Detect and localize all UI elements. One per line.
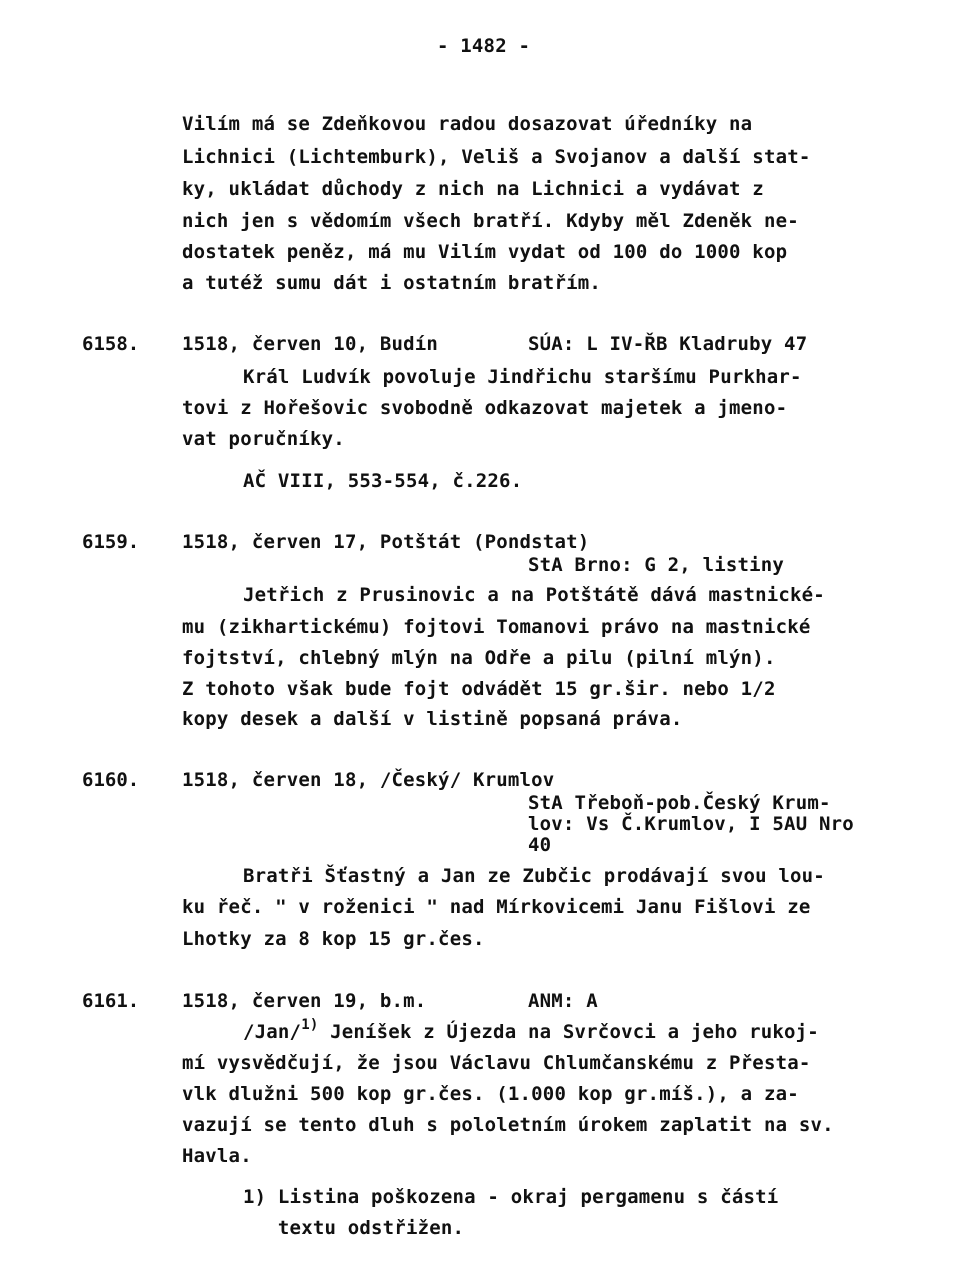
entry-body-line: kopy desek a další v listině popsaná práva. xyxy=(182,708,683,730)
entry-body-line: Lhotky za 8 kop 15 gr.čes. xyxy=(182,928,485,950)
intro-line: nich jen s vědomím všech bratří. Kdyby měl Zdeněk ne- xyxy=(182,210,799,232)
intro-line: Vilím má se Zdeňkovou radou dosazovat úředníky na xyxy=(182,113,753,135)
entry-body-line: vlk dlužni 500 kop gr.čes. (1.000 kop gr.míš.), a za- xyxy=(182,1083,799,1105)
entry-body-line: Král Ludvík povoluje Jindřichu staršímu Purkhar- xyxy=(243,366,802,388)
entry-body-line: ku řeč. " v roženici " nad Mírkovicemi Janu Fišlovi ze xyxy=(182,896,811,918)
entry-body-first-post: Jeníšek z Újezda na Svrčovci a jeho rukoj- xyxy=(318,1021,819,1043)
entry-header: 1518, červen 10, Budín xyxy=(182,333,439,355)
entry-body-first-pre: /Jan/ xyxy=(243,1021,302,1043)
entry-body-first-line xyxy=(243,1017,819,1046)
intro-line: a tutéž sumu dát i ostatním bratřím. xyxy=(182,272,602,294)
footnote-line: 1) Listina poškozena - okraj pergamenu s částí xyxy=(243,1186,779,1208)
entry-archive: 40 xyxy=(528,834,552,856)
entry-body-line: mu (zikhartickému) fojtovi Tomanovi právo na mastnické xyxy=(182,616,811,638)
entry-body-line: vazují se tento dluh s pololetním úrokem zaplatit na sv. xyxy=(182,1114,834,1136)
entry-archive: StA Brno: G 2, listiny xyxy=(528,554,785,576)
entry-body-line: Z tohoto však bude fojt odvádět 15 gr.šir. nebo 1/2 xyxy=(182,678,776,700)
page-number: - 1482 - xyxy=(437,35,531,57)
entry-number: 6159. xyxy=(82,531,140,553)
entry-archive: ANM: A xyxy=(528,990,598,1012)
entry-body-line: fojtství, chlebný mlýn na Odře a pilu (pilní mlýn). xyxy=(182,647,776,669)
entry-body-line: vat poručníky. xyxy=(182,428,345,450)
entry-archive: SÚA: L IV-ŘB Kladruby 47 xyxy=(528,333,808,355)
entry-archive: StA Třeboň-pob.Český Krum- xyxy=(528,792,831,814)
entry-archive: lov: Vs Č.Krumlov, I 5AU Nro xyxy=(528,813,854,835)
intro-line: ky, ukládat důchody z nich na Lichnici a vydávat z xyxy=(182,178,764,200)
entry-body-line: Havla. xyxy=(182,1145,252,1167)
footnote-marker: 1) xyxy=(301,1017,319,1033)
entry-header: 1518, červen 18, /Český/ Krumlov xyxy=(182,769,555,791)
entry-header: 1518, červen 19, b.m. xyxy=(182,990,427,1012)
footnote-line: textu odstřižen. xyxy=(243,1217,465,1239)
entry-header: 1518, červen 17, Potštát (Pondstat) xyxy=(182,531,590,553)
entry-body-line: mí vysvědčují, že jsou Václavu Chlumčanskému z Přesta- xyxy=(182,1052,811,1074)
entry-number: 6160. xyxy=(82,769,140,791)
entry-body-line: Bratři Šťastný a Jan ze Zubčic prodávají svou lou- xyxy=(243,865,825,887)
intro-line: dostatek peněz, má mu Vilím vydat od 100 do 1000 kop xyxy=(182,241,788,263)
entry-reference: AČ VIII, 553-554, č.226. xyxy=(243,470,523,492)
entry-body-line: tovi z Hořešovic svobodně odkazovat majetek a jmeno- xyxy=(182,397,788,419)
entry-number: 6161. xyxy=(82,990,140,1012)
entry-body-line: Jetřich z Prusinovic a na Potštátě dává mastnické- xyxy=(243,584,825,606)
entry-number: 6158. xyxy=(82,333,140,355)
intro-line: Lichnici (Lichtemburk), Veliš a Svojanov a další stat- xyxy=(182,146,811,168)
